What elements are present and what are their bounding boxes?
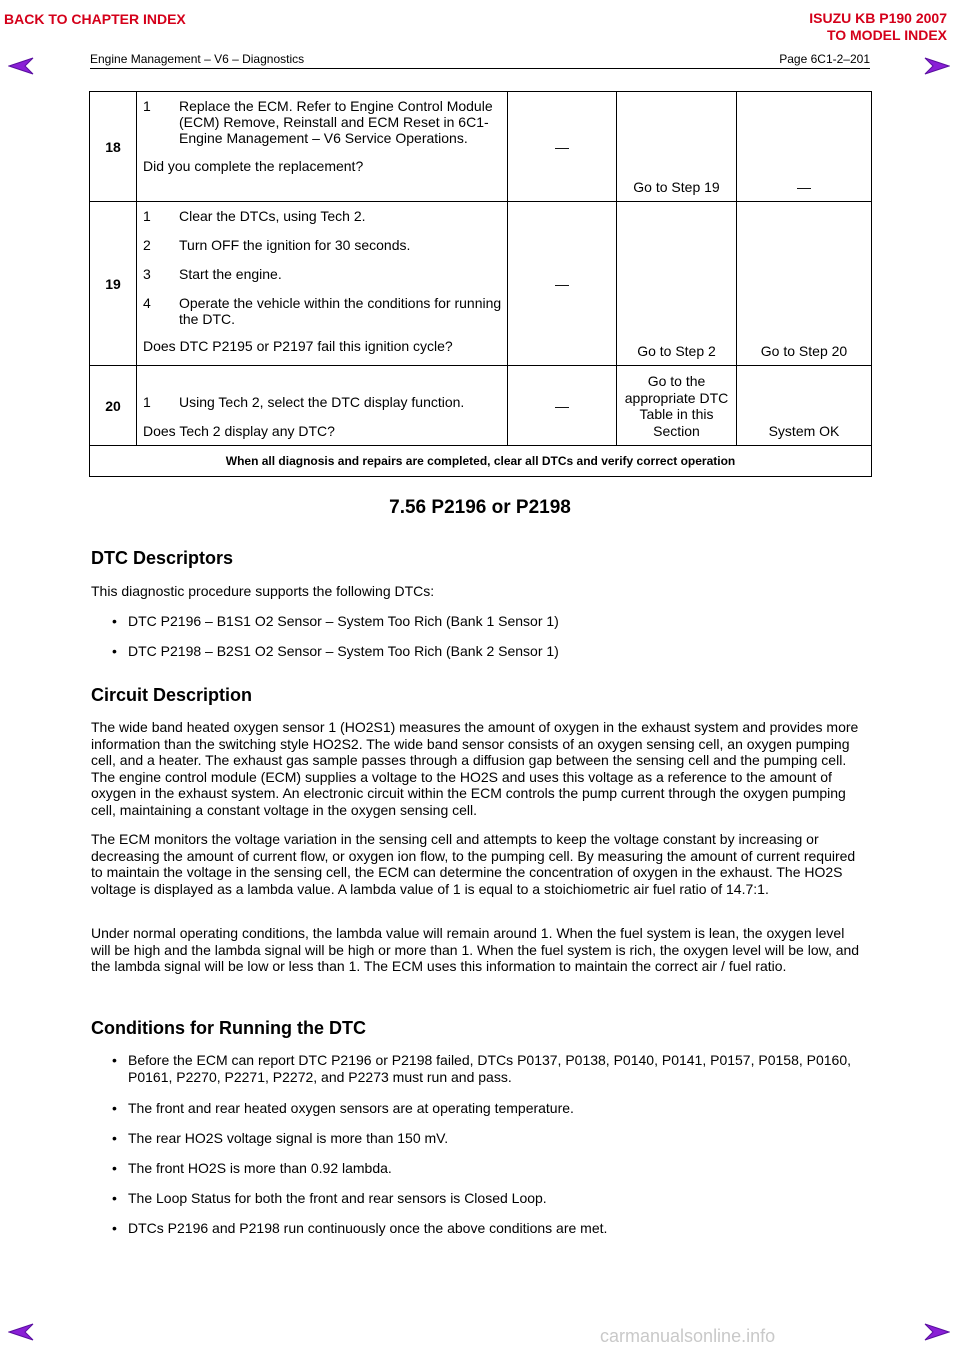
bullet-marker: •	[112, 613, 117, 629]
action-item-number: 1	[143, 208, 151, 224]
circuit-paragraph: The ECM monitors the voltage variation in the sensing cell and attempts to keep the voltage constant by increasing or decreasing the amount of current flow, or oxygen ion flow, to the pumping cell. By measuring the amount of current required to maintain the voltage in the sensing cell, the ECM can determine the concentration of oxygen in the exhaust. The HO2S voltage is displayed as a lambda value. A lambda value of 1 is equal to a stoichiometric air fuel ratio of 14.7:1.	[91, 831, 856, 897]
yes-cell: Go to Step 2	[617, 202, 737, 366]
action-item-text: Turn OFF the ignition for 30 seconds.	[179, 237, 411, 253]
bullet-text: Before the ECM can report DTC P2196 or P2198 failed, DTCs P0137, P0138, P0140, P0141, P0157, P0158, P0160, P0161, P2270, P2271, P2272, and P2273 must run and pass.	[128, 1052, 852, 1085]
action-cell	[137, 202, 508, 366]
value-cell: —	[508, 202, 617, 366]
action-item-text: Start the engine.	[179, 266, 282, 282]
bullet-marker: •	[112, 643, 117, 659]
yes-cell: Go to Step 19	[617, 92, 737, 202]
bullet-text: The rear HO2S voltage signal is more than 150 mV.	[128, 1130, 449, 1146]
no-cell: —	[737, 92, 872, 202]
table-row	[90, 366, 872, 446]
condition-bullet	[91, 1190, 864, 1207]
dtc-bullet	[91, 643, 864, 660]
bullet-marker: •	[112, 1220, 117, 1236]
header-divider	[90, 68, 870, 69]
bullet-marker: •	[112, 1130, 117, 1146]
action-item	[143, 295, 503, 327]
circuit-paragraph: Under normal operating conditions, the lambda value will remain around 1. When the fuel system is lean, the oxygen level will be high and the lambda signal will be high or more than 1. When the fuel system is rich, the oxygen level will be low, and the lambda signal will be low or less than 1. The ECM uses this information to maintain the correct air / fuel ratio.	[91, 925, 860, 974]
action-question: Does Tech 2 display any DTC?	[143, 423, 335, 439]
page-number: Page 6C1-2–201	[779, 52, 870, 66]
next-page-arrow-icon[interactable]	[924, 1323, 950, 1341]
no-cell: Go to Step 20	[737, 202, 872, 366]
condition-bullet	[91, 1220, 864, 1237]
action-item-text: Clear the DTCs, using Tech 2.	[179, 208, 366, 224]
bullet-marker: •	[112, 1100, 117, 1116]
conditions-heading: Conditions for Running the DTC	[91, 1018, 366, 1038]
no-cell: System OK	[737, 366, 872, 446]
action-item-number: 1	[143, 98, 151, 114]
bullet-text: The Loop Status for both the front and rear sensors is Closed Loop.	[128, 1190, 547, 1206]
bullet-text: DTC P2198 – B2S1 O2 Sensor – System Too Rich (Bank 2 Sensor 1)	[128, 643, 559, 659]
condition-bullet	[91, 1052, 864, 1085]
bullet-marker: •	[112, 1052, 117, 1068]
section-title: 7.56 P2196 or P2198	[389, 497, 571, 518]
dtc-bullet	[91, 613, 864, 630]
action-item-number: 4	[143, 295, 151, 311]
condition-bullet	[91, 1160, 864, 1177]
bullet-text: DTCs P2196 and P2198 run continuously once the above conditions are met.	[128, 1220, 608, 1236]
bullet-marker: •	[112, 1190, 117, 1206]
action-item-text: Using Tech 2, select the DTC display function.	[179, 394, 465, 410]
watermark: carmanualsonline.info	[600, 1326, 776, 1346]
action-item-text: Replace the ECM. Refer to Engine Control Module (ECM) Remove, Reinstall and ECM Reset in 6C1- Engine Management – V6 Service Operations.	[179, 98, 493, 146]
value-cell: —	[508, 92, 617, 202]
model-title-line[interactable]: ISUZU KB P190 2007	[809, 10, 947, 26]
table-footer-note: When all diagnosis and repairs are completed, clear all DTCs and verify correct operation	[90, 446, 872, 477]
action-item	[143, 237, 503, 253]
action-item-number: 1	[143, 394, 151, 410]
action-question: Did you complete the replacement?	[143, 158, 364, 174]
bullet-text: The front and rear heated oxygen sensors are at operating temperature.	[128, 1100, 574, 1116]
action-question: Does DTC P2195 or P2197 fail this ignition cycle?	[143, 338, 453, 354]
action-cell	[137, 366, 508, 446]
table-footer-row	[90, 446, 872, 477]
value-cell: —	[508, 366, 617, 446]
table-row	[90, 202, 872, 366]
table-row	[90, 92, 872, 202]
next-page-arrow-icon[interactable]	[924, 57, 950, 75]
back-to-chapter-index-link[interactable]: BACK TO CHAPTER INDEX	[4, 11, 186, 27]
action-item	[143, 266, 503, 282]
circuit-paragraph: The wide band heated oxygen sensor 1 (HO2S1) measures the amount of oxygen in the exhaust system and provides more information than the switching style HO2S2. The wide band sensor consists of an oxygen sensing cell, an oxygen pumping cell, and a heater. The exhaust gas sample passes through a diffusion gap between the sensing cell and the pumping cell. The engine control module (ECM) supplies a voltage to the HO2S and uses this voltage as a reference to the amount of oxygen in the exhaust system. An electronic circuit within the ECM controls the pump current through the oxygen pumping cell, maintaining a constant voltage in the oxygen sensing cell.	[91, 719, 859, 818]
bullet-marker: •	[112, 1160, 117, 1176]
previous-page-arrow-icon[interactable]	[8, 57, 34, 75]
step-number: 20	[90, 366, 137, 446]
action-item	[143, 208, 503, 224]
page-header-title: Engine Management – V6 – Diagnostics	[90, 52, 305, 66]
model-index-link[interactable]	[809, 10, 947, 44]
condition-bullet	[91, 1130, 864, 1147]
action-cell	[137, 92, 508, 202]
previous-page-arrow-icon[interactable]	[8, 1323, 34, 1341]
action-item-text: Operate the vehicle within the conditions for running the DTC.	[179, 295, 502, 327]
dtc-descriptors-intro: This diagnostic procedure supports the following DTCs:	[91, 583, 435, 599]
action-item-number: 2	[143, 237, 151, 253]
action-item-number: 3	[143, 266, 151, 282]
model-index-line[interactable]: TO MODEL INDEX	[826, 27, 947, 43]
condition-bullet	[91, 1100, 864, 1117]
action-item	[143, 394, 503, 410]
step-number: 18	[90, 92, 137, 202]
diagnostic-table	[89, 91, 872, 477]
dtc-descriptors-heading: DTC Descriptors	[91, 548, 234, 568]
bullet-text: DTC P2196 – B1S1 O2 Sensor – System Too Rich (Bank 1 Sensor 1)	[128, 613, 559, 629]
yes-cell: Go to the appropriate DTC Table in this Section	[617, 366, 737, 446]
step-number: 19	[90, 202, 137, 366]
action-item	[143, 98, 503, 146]
circuit-description-heading: Circuit Description	[91, 685, 253, 705]
bullet-text: The front HO2S is more than 0.92 lambda.	[128, 1160, 392, 1176]
